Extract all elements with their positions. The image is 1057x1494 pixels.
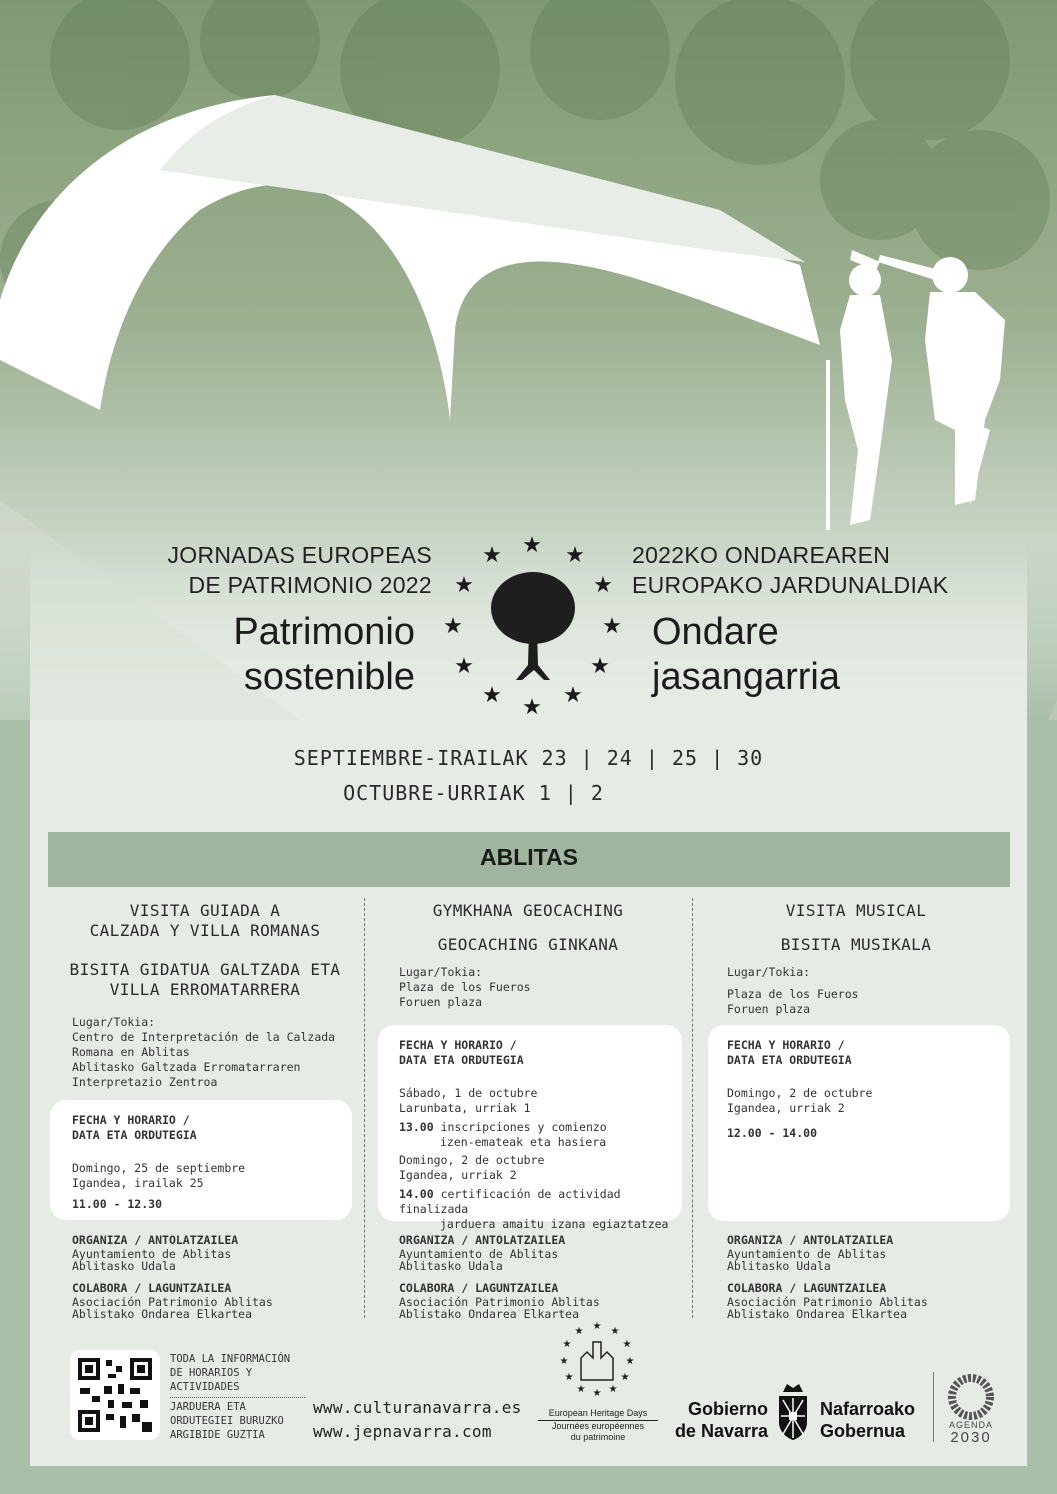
- collaborator-name: Asociación Patrimonio Ablitas: [72, 1295, 273, 1309]
- schedule-time: 11.00 - 12.30: [72, 1197, 163, 1211]
- theme-eu: [652, 610, 932, 700]
- place-label: Lugar/Tokia:: [727, 965, 811, 979]
- theme-es: [150, 610, 415, 700]
- gov-eu-line: Gobernua: [820, 1421, 906, 1441]
- star-icon: ★: [565, 543, 585, 568]
- organizer-label-es: ORGANIZA: [399, 1233, 455, 1247]
- ehd-caption-line: Journées européennes: [551, 1421, 645, 1431]
- place-line: Romana en Ablitas: [72, 1045, 190, 1059]
- town-title: ABLITAS: [480, 844, 578, 870]
- organizer-label-es: ORGANIZA: [727, 1233, 783, 1247]
- svg-text:★: ★: [592, 1321, 602, 1332]
- url-culturanavarra[interactable]: www.culturanavarra.es: [313, 1398, 522, 1417]
- column-divider: [364, 898, 365, 1318]
- star-icon: ★: [454, 654, 474, 679]
- organizer-name: Ablitasko Udala: [727, 1259, 831, 1273]
- svg-text:★: ★: [559, 1356, 569, 1367]
- collaborator-label-es: COLABORA: [727, 1281, 783, 1295]
- schedule-heading-es: FECHA Y HORARIO: [399, 1038, 503, 1052]
- gov-es-line: Gobierno: [688, 1399, 768, 1419]
- organizer-label-eu: ANTOLATZAILEA: [148, 1233, 239, 1247]
- info-eu-line: ARGIBIDE GUZTIA: [170, 1429, 265, 1441]
- info-text: [170, 1352, 305, 1442]
- star-icon: ★: [443, 614, 463, 639]
- agenda-2030-label: [940, 1420, 1002, 1446]
- svg-text:★: ★: [562, 1339, 572, 1350]
- svg-text:★: ★: [622, 1339, 632, 1350]
- navarra-coat-of-arms-icon: [773, 1382, 813, 1442]
- star-icon: ★: [454, 573, 474, 598]
- svg-text:★: ★: [592, 1388, 602, 1398]
- schedule-day-eu: Larunbata, urriak 1: [399, 1101, 531, 1115]
- activity-1-place: [72, 1015, 357, 1090]
- activity-3-title-eu: BISITA MUSIKALA: [780, 935, 932, 954]
- schedule-day-es: Sábado, 1 de octubre: [399, 1086, 538, 1100]
- schedule-day-es: Domingo, 2 de octubre: [727, 1086, 873, 1100]
- svg-text:★: ★: [610, 1326, 620, 1337]
- star-icon: ★: [563, 683, 583, 708]
- star-icon: ★: [522, 695, 542, 720]
- activity-3-place: [727, 965, 1007, 1017]
- agenda-label-year: 2030: [950, 1429, 992, 1446]
- tree-stars-emblem: [440, 530, 630, 720]
- schedule-heading-es: FECHA Y HORARIO: [72, 1113, 176, 1127]
- organizer-label-eu: ANTOLATZAILEA: [803, 1233, 894, 1247]
- header-es-line2: DE PATRIMONIO 2022: [188, 572, 432, 598]
- schedule-heading-eu: DATA ETA ORDUTEGIA: [72, 1128, 197, 1142]
- schedule-heading-eu: DATA ETA ORDUTEGIA: [399, 1053, 524, 1067]
- activity-1-title-eu: [50, 960, 360, 1000]
- collaborator-label-es: COLABORA: [72, 1281, 128, 1295]
- collaborator-name: Ablistako Ondarea Elkartea: [727, 1307, 908, 1321]
- activity-1-title-es-line1: VISITA GUIADA A: [129, 901, 281, 920]
- schedule-event-es: inscripciones y comienzo: [440, 1120, 607, 1134]
- activity-2-title-es: GYMKHANA GEOCACHING: [432, 901, 624, 920]
- theme-es-line2: sostenible: [243, 656, 415, 698]
- url-jepnavarra[interactable]: www.jepnavarra.com: [313, 1422, 492, 1441]
- place-label: Lugar/Tokia:: [399, 965, 483, 979]
- credits-col-2: ORGANIZA / ANTOLATZAILEA Ayuntamiento de Ablitas Ablitasko Udala COLABORA / LAGUNTZAILEA Asociación Patrimonio Ablitas Ablistako Ondarea Elkartea: [399, 1233, 684, 1320]
- schedule-event-eu: jarduera amaitu izana egiaztatzea: [440, 1217, 669, 1231]
- collaborator-name: Ablistako Ondarea Elkartea: [399, 1307, 580, 1321]
- star-icon: ★: [522, 533, 542, 558]
- ehd-caption: [538, 1408, 658, 1443]
- theme-es-line1: Patrimonio: [233, 611, 415, 653]
- info-eu-line: ORDUTEGIEI BURUZKO: [170, 1415, 284, 1427]
- info-es-line: ACTIVIDADES: [170, 1381, 240, 1393]
- collaborator-label-es: COLABORA: [399, 1281, 455, 1295]
- schedule-time: 13.00: [399, 1120, 434, 1134]
- qr-code-icon[interactable]: [78, 1358, 152, 1432]
- agenda-label-word: AGENDA: [948, 1420, 993, 1430]
- activity-3-schedule: FECHA Y HORARIO / DATA ETA ORDUTEGIA Domingo, 2 de octubre Igandea, urriak 2 12.00 - 14.00: [727, 1038, 997, 1141]
- collaborator-name: Asociación Patrimonio Ablitas: [399, 1295, 600, 1309]
- place-label: Lugar/Tokia:: [72, 1015, 156, 1029]
- activity-2-place: [399, 965, 679, 1010]
- schedule-day-eu: Igandea, urriak 2: [399, 1168, 517, 1182]
- schedule-event-es: certificación de actividad finalizada: [399, 1187, 621, 1216]
- activity-1-title-eu-line1: BISITA GIDATUA GALTZADA ETA: [69, 960, 341, 979]
- info-eu-line: JARDUERA ETA: [170, 1401, 246, 1413]
- header-eu: [632, 540, 982, 600]
- dates-september: SEPTIEMBRE-IRAILAK 23 | 24 | 25 | 30: [293, 746, 764, 770]
- gobierno-navarra-es: [668, 1398, 768, 1442]
- ehd-caption-line: European Heritage Days: [538, 1408, 658, 1421]
- dates-october: OCTUBRE-URRIAK 1 | 2: [343, 781, 604, 805]
- collaborator-label-eu: LAGUNTZAILEA: [475, 1281, 559, 1295]
- credits-col-3: ORGANIZA / ANTOLATZAILEA Ayuntamiento de Ablitas Ablitasko Udala COLABORA / LAGUNTZAILEA Asociación Patrimonio Ablitas Ablistako Ondarea Elkartea: [727, 1233, 1012, 1320]
- star-icon: ★: [593, 573, 613, 598]
- schedule-heading-eu: DATA ETA ORDUTEGIA: [727, 1053, 852, 1067]
- svg-text:★: ★: [576, 1384, 586, 1395]
- schedule-day-eu: Igandea, irailak 25: [72, 1176, 204, 1190]
- info-es-line: TODA LA INFORMACIÓN: [170, 1353, 291, 1365]
- star-icon: ★: [590, 654, 610, 679]
- collaborator-label-eu: LAGUNTZAILEA: [803, 1281, 887, 1295]
- collaborator-name: Asociación Patrimonio Ablitas: [727, 1295, 928, 1309]
- activity-1-title-es: [50, 901, 360, 941]
- header-es: [120, 540, 432, 600]
- star-icon: ★: [482, 543, 502, 568]
- schedule-time: 12.00 - 14.00: [727, 1126, 818, 1140]
- theme-eu-line1: Ondare: [652, 611, 779, 653]
- place-line: Centro de Interpretación de la Calzada: [72, 1030, 336, 1044]
- organizer-name: Ayuntamiento de Ablitas: [727, 1247, 887, 1261]
- schedule-time: 14.00: [399, 1187, 434, 1201]
- header-eu-line2: EUROPAKO JARDUNALDIAK: [632, 572, 949, 598]
- organizer-name: Ayuntamiento de Ablitas: [72, 1247, 232, 1261]
- schedule-day-es: Domingo, 25 de septiembre: [72, 1161, 246, 1175]
- svg-text:★: ★: [574, 1326, 584, 1337]
- place-line: Foruen plaza: [727, 1002, 811, 1016]
- schedule-heading-es: FECHA Y HORARIO: [727, 1038, 831, 1052]
- tree-icon: [491, 572, 575, 680]
- collaborator-name: Ablistako Ondarea Elkartea: [72, 1307, 253, 1321]
- activity-2-title-eu: GEOCACHING GINKANA: [437, 935, 619, 954]
- footer-divider: [933, 1372, 934, 1442]
- european-heritage-days-logo-icon: [557, 1318, 637, 1398]
- gov-eu-line: Nafarroako: [820, 1399, 916, 1419]
- place-line: Plaza de los Fueros: [727, 987, 859, 1001]
- credits-col-1: ORGANIZA / ANTOLATZAILEA Ayuntamiento de Ablitas Ablitasko Udala COLABORA / LAGUNTZAILEA Asociación Patrimonio Ablitas Ablistako Ondarea Elkartea: [72, 1233, 357, 1320]
- theme-eu-line2: jasangarria: [652, 656, 840, 698]
- collaborator-label-eu: LAGUNTZAILEA: [148, 1281, 232, 1295]
- schedule-event-eu: izen-emateak eta hasiera: [440, 1135, 607, 1149]
- activity-2-schedule: FECHA Y HORARIO / DATA ETA ORDUTEGIA Sábado, 1 de octubre Larunbata, urriak 1 13.00 inscripciones y comienzo izen-emateak eta hasiera Domingo, 2 de octubre Igandea, urriak 2 14.00 certificación de actividad finalizada jarduera amaitu izana egiaztatzea: [399, 1038, 681, 1232]
- place-line: Foruen plaza: [399, 995, 483, 1009]
- svg-text:★: ★: [608, 1384, 618, 1395]
- agenda-2030-wheel-icon: [948, 1374, 994, 1420]
- organizer-name: Ablitasko Udala: [399, 1259, 503, 1273]
- activity-1-title-es-line2: CALZADA Y VILLA ROMANAS: [89, 921, 321, 940]
- header-es-line1: JORNADAS EUROPEAS: [167, 542, 432, 568]
- place-line: Plaza de los Fueros: [399, 980, 531, 994]
- place-line: Ablitasko Galtzada Erromatarraren: [72, 1060, 301, 1074]
- activity-1-schedule: FECHA Y HORARIO / DATA ETA ORDUTEGIA Domingo, 25 de septiembre Igandea, irailak 25 11.00 - 12.30: [72, 1113, 342, 1212]
- column-divider: [692, 898, 693, 1318]
- organizer-name: Ayuntamiento de Ablitas: [399, 1247, 559, 1261]
- organizer-name: Ablitasko Udala: [72, 1259, 176, 1273]
- star-icon: ★: [482, 683, 502, 708]
- nafarroako-gobernua-eu: [820, 1398, 940, 1442]
- activity-3-title-es: VISITA MUSICAL: [785, 901, 927, 920]
- header-eu-line1: 2022KO ONDAREAREN: [632, 542, 891, 568]
- svg-text:★: ★: [620, 1372, 630, 1383]
- organizer-label-es: ORGANIZA: [72, 1233, 128, 1247]
- info-es-line: DE HORARIOS Y: [170, 1367, 253, 1379]
- gov-es-line: de Navarra: [674, 1421, 768, 1441]
- schedule-day-eu: Igandea, urriak 2: [727, 1101, 845, 1115]
- svg-text:★: ★: [564, 1372, 574, 1383]
- svg-text:★: ★: [625, 1356, 635, 1367]
- organizer-label-eu: ANTOLATZAILEA: [475, 1233, 566, 1247]
- schedule-day-es: Domingo, 2 de octubre: [399, 1153, 545, 1167]
- ehd-caption-line: du patrimoine: [570, 1432, 626, 1442]
- star-icon: ★: [602, 614, 622, 639]
- place-line: Interpretazio Zentroa: [72, 1075, 218, 1089]
- activity-1-title-eu-line2: VILLA ERROMATARRERA: [109, 980, 301, 999]
